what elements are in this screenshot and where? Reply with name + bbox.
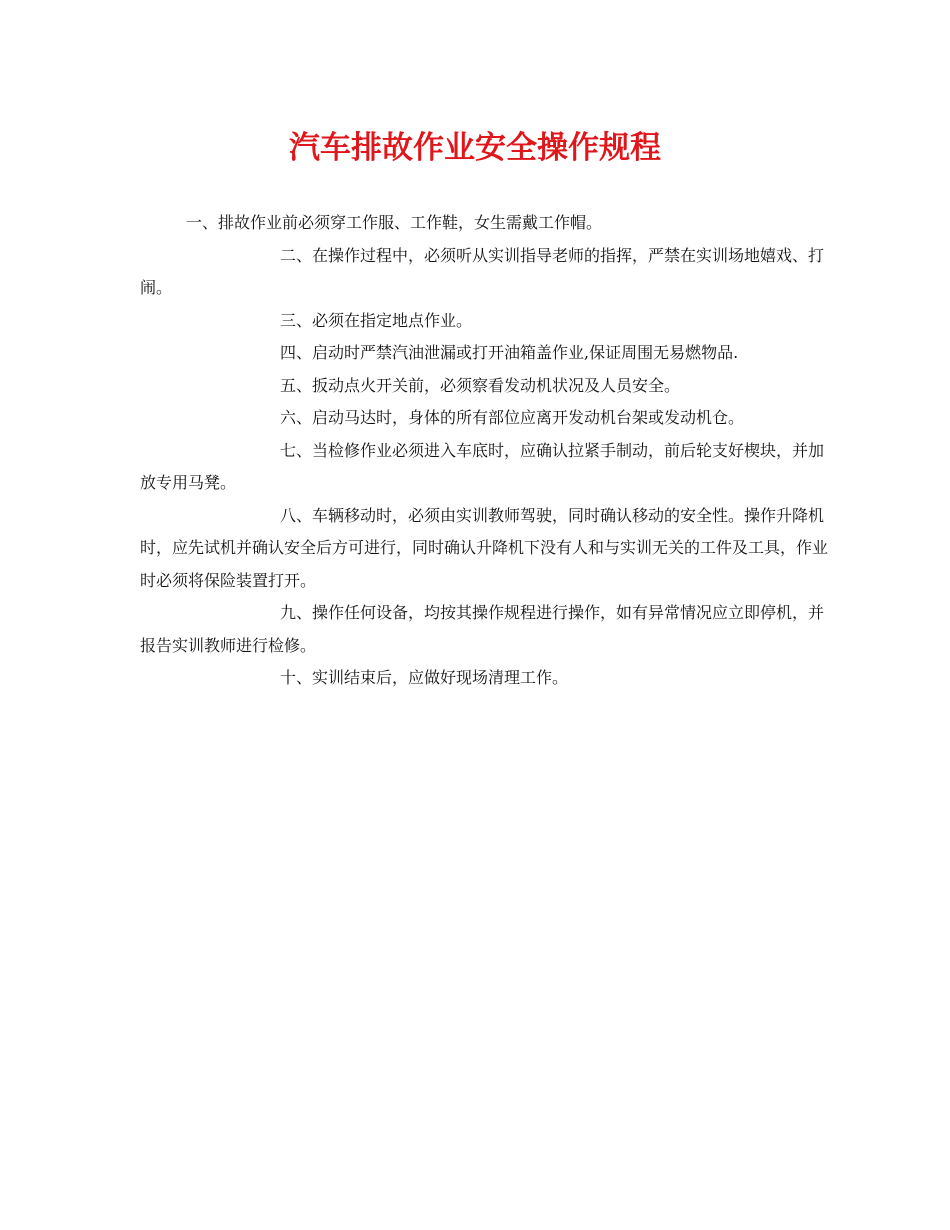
document-title: 汽车排故作业安全操作规程 xyxy=(289,130,661,166)
rule-paragraph-9: 九、操作任何设备，均按其操作规程进行操作，如有异常情况应立即停机，并报告实训教师进行检修。 xyxy=(140,603,825,655)
rule-paragraph-2: 二、在操作过程中，必须听从实训指导老师的指挥，严禁在实训场地嬉戏、打闹。 xyxy=(140,245,825,297)
rule-paragraph-10: 十、实训结束后，应做好现场清理工作。 xyxy=(280,668,569,687)
rule-paragraph-5: 五、扳动点火开关前，必须察看发动机状况及人员安全。 xyxy=(280,375,681,395)
rule-paragraph-4: 四、启动时严禁汽油泄漏或打开油箱盖作业,保证周围无易燃物品. xyxy=(280,343,739,362)
document-body xyxy=(140,207,830,695)
rule-paragraph-8: 八、车辆移动时，必须由实训教师驾驶，同时确认移动的安全性。操作升降机时，应先试机并确认安全后方可进行，同时确认升降机下没有人和与实训无关的工件及工具，作业时必须将保险装置打开。 xyxy=(140,505,829,590)
rule-paragraph-6: 六、启动马达时，身体的所有部位应离开发动机台架或发动机仓。 xyxy=(280,408,745,427)
rule-paragraph-1: 一、排故作业前必须穿工作服、工作鞋，女生需戴工作帽。 xyxy=(186,213,603,232)
rule-paragraph-7: 七、当检修作业必须进入车底时，应确认拉紧手制动，前后轮支好楔块，并加放专用马凳。 xyxy=(140,440,825,492)
rule-paragraph-3: 三、必须在指定地点作业。 xyxy=(280,310,473,330)
